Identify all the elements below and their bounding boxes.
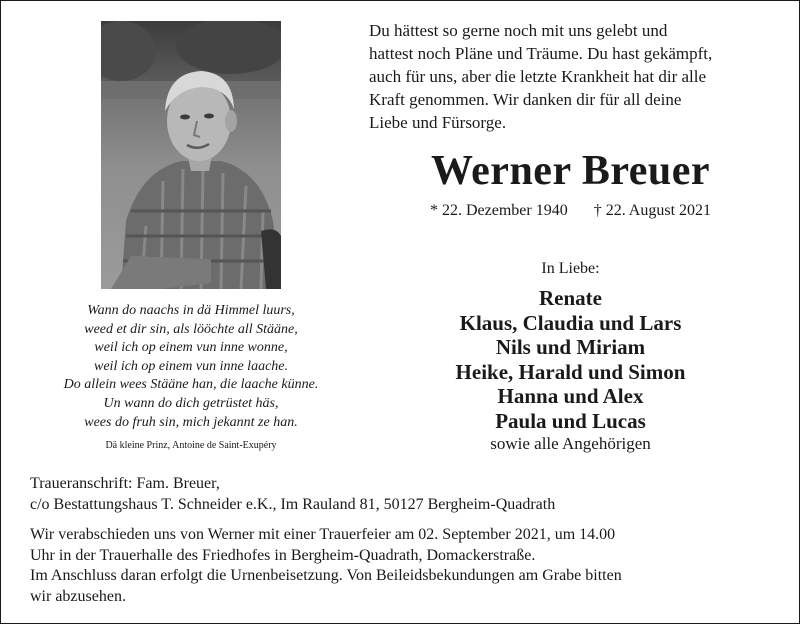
life-dates <box>369 201 772 221</box>
intro-text <box>369 19 772 134</box>
address-line: Traueranschrift: Fam. Breuer, <box>30 475 220 492</box>
mourner-name: Klaus, Claudia und Lars <box>459 310 682 335</box>
poem-source: Dä kleine Prinz, Antoine de Saint-Exupéry <box>105 440 277 451</box>
mourner-name: Nils und Miriam <box>495 335 646 359</box>
intro-line: Liebe und Fürsorge. <box>369 113 507 132</box>
death-date: † 22. August 2021 <box>593 202 712 219</box>
intro-line: hattest noch Pläne und Träume. Du hast gekämpft, <box>369 44 713 63</box>
address-line: c/o Bestattungshaus T. Schneider e.K., Im Rauland 81, 50127 Bergheim-Quadrath <box>30 496 556 513</box>
mourner-name: Renate <box>539 286 602 310</box>
poem-line: weed et dir sin, als lööchte all Stääne, <box>84 321 298 337</box>
service-info <box>30 525 773 607</box>
mourners-list <box>369 286 772 455</box>
poem-line: Do allein wees Stääne han, die laache künne. <box>63 377 319 393</box>
intro-line: Kraft genommen. Wir danken dir für all deine <box>369 90 682 109</box>
in-love-label: In Liebe: <box>541 260 600 277</box>
service-line: Uhr in der Trauerhalle des Friedhofes in Bergheim-Quadrath, Domackerstraße. <box>30 546 536 564</box>
poem-line: Un wann do dich getrüstet häs, <box>103 395 279 411</box>
poem-line: weil ich op einem vun inne laache. <box>94 358 288 374</box>
portrait-image <box>101 21 281 289</box>
intro-line: auch für uns, aber die letzte Krankheit hat dir alle <box>369 67 707 86</box>
deceased-name: Werner Breuer <box>430 148 711 194</box>
service-line: wir abzusehen. <box>30 587 126 605</box>
service-line: Wir verabschieden uns von Werner mit einer Trauerfeier am 02. September 2021, um 14.00 <box>30 526 616 543</box>
mourning-address <box>30 473 780 515</box>
intro-line: Du hättest so gerne noch mit uns gelebt und <box>369 21 668 40</box>
poem <box>21 302 361 432</box>
relatives-line: sowie alle Angehörigen <box>490 434 651 453</box>
poem-line: Wann do naachs in dä Himmel luurs, <box>87 303 295 318</box>
poem-line: wees do fruh sin, mich jekannt ze han. <box>84 414 298 430</box>
mourner-name: Hanna und Alex <box>497 384 644 408</box>
mourner-name: Heike, Harald und Simon <box>455 359 686 384</box>
birth-date: * 22. Dezember 1940 <box>429 202 568 219</box>
poem-line: weil ich op einem vun inne wonne, <box>94 340 288 356</box>
portrait-photo <box>101 21 281 289</box>
service-line: Im Anschluss daran erfolgt die Urnenbeisetzung. Von Beileidsbekundungen am Grabe bitten <box>30 567 622 584</box>
mourner-name: Paula und Lucas <box>495 408 646 433</box>
